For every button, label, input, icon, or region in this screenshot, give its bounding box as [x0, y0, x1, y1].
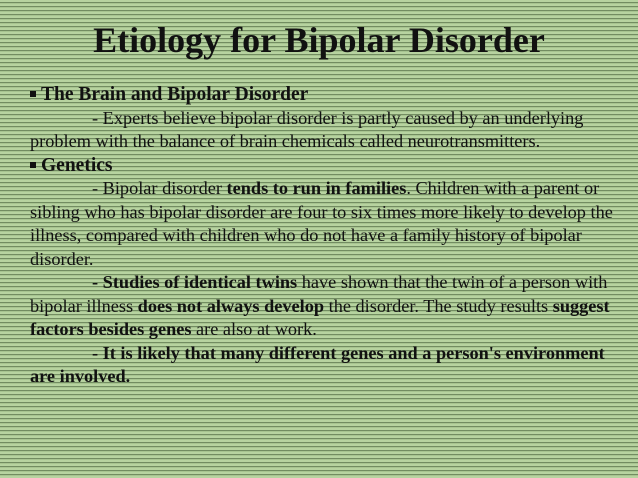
genetics-paragraph-environment: [30, 342, 630, 389]
section-heading-label: The Brain and Bipolar Disorder: [41, 84, 309, 105]
paragraph-text: the disorder. The study results: [324, 295, 553, 316]
section-heading-brain: [30, 83, 630, 107]
emphasis-text: - Studies of identical twins: [92, 272, 298, 292]
genetics-paragraph-twins: [30, 271, 630, 342]
genetics-paragraph-families: [30, 177, 630, 271]
emphasis-text: tends to run in families: [226, 178, 407, 198]
paragraph-text: are also at work.: [191, 319, 317, 339]
section-heading-label: Genetics: [41, 154, 113, 176]
square-bullet-icon: [30, 91, 36, 97]
emphasis-text: suggest factors besides genes: [30, 295, 610, 339]
paragraph-text: have shown that the twin of a person with bipolar illness: [30, 272, 608, 316]
paragraph-text: . Children with a parent or sibling who has bipolar disorder are four to six times more likely to develop the illness, compared with children who do not have a family history of bipolar disorder.: [30, 178, 613, 269]
brain-paragraph: [30, 107, 630, 154]
emphasis-text: - It is likely that many different genes and a person's environment are involved.: [30, 342, 605, 386]
slide-body: [30, 83, 630, 389]
square-bullet-icon: [30, 162, 36, 168]
paragraph-text: - Experts believe bipolar disorder is partly caused by an underlying problem with the balance of brain chemicals called neurotransmitters.: [30, 107, 584, 151]
paragraph-text: - Bipolar disorder: [92, 178, 227, 198]
emphasis-text: does not always develop: [137, 295, 325, 316]
section-heading-genetics: [30, 154, 630, 178]
slide-title: Etiology for Bipolar Disorder: [93, 20, 545, 60]
